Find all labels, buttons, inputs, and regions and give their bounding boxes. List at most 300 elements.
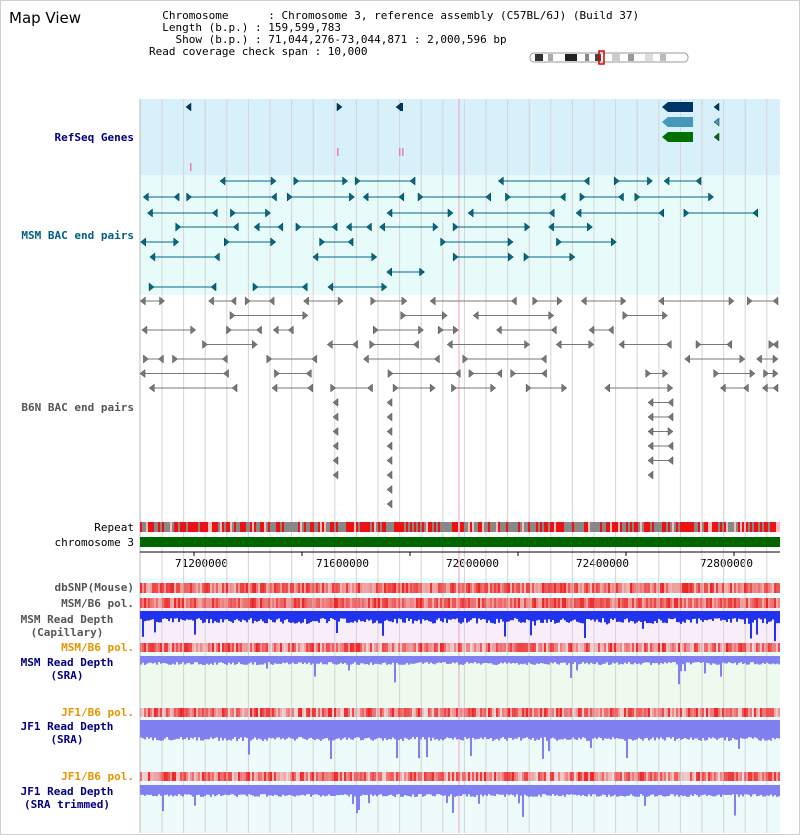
jf1-trimmed-depth-bar [348, 785, 350, 797]
msm-b6-pol-heat-cell [616, 598, 618, 608]
jf1-trimmed-depth-bar [248, 785, 250, 794]
msm-b6-pol-sra-heat-cell [210, 643, 212, 652]
msm-sra-depth-bar [224, 656, 226, 664]
msm-sra-depth-bar [638, 656, 640, 664]
dbsnp-heat-cell [308, 583, 310, 593]
msm-sra-depth-bar [242, 656, 244, 664]
msm-b6-pol-heat-cell [248, 598, 250, 608]
jf1-b6-pol-trimmed-heat-cell [420, 772, 422, 781]
msm-sra-depth-bar [226, 656, 228, 665]
jf1-b6-pol-heat-cell [530, 708, 532, 717]
jf1-b6-pol-trimmed-heat-cell [158, 772, 160, 781]
jf1-b6-pol-heat-cell [340, 708, 342, 717]
jf1-b6-pol-heat-cell [624, 708, 626, 717]
msm-b6-pol-heat-cell [538, 598, 540, 608]
repeat-segment [144, 522, 146, 532]
jf1-trimmed-depth-bar [252, 785, 254, 796]
b6n-bac-pair-end [230, 312, 235, 320]
jf1-sra-depth-bar [526, 720, 528, 737]
jf1-b6-pol-heat-cell [710, 708, 712, 717]
msm-bac-pair-end [696, 177, 701, 185]
msm-b6-pol-heat-cell [404, 598, 406, 608]
jf1-trimmed-depth-bar [488, 785, 490, 794]
dbsnp-heat-cell [396, 583, 398, 593]
jf1-b6-pol-trimmed-heat-cell [370, 772, 372, 781]
dbsnp-heat-cell [340, 583, 342, 593]
msm-sra-depth-bar [574, 656, 576, 662]
jf1-b6-pol-heat-cell [696, 708, 698, 717]
msm-b6-pol-sra-heat-cell [636, 643, 638, 652]
msm-capillary-depth-bar [762, 611, 764, 623]
msm-capillary-depth-bar [420, 611, 422, 624]
repeat-segment [694, 522, 696, 532]
jf1-b6-pol-trimmed-heat-cell [228, 772, 230, 781]
jf1-sra-depth-bar [358, 720, 360, 738]
dbsnp-heat-cell [434, 583, 436, 593]
msm-sra-depth-bar [386, 656, 388, 665]
dbsnp-heat-cell [654, 583, 656, 593]
msm-b6-pol-sra-heat-cell [552, 643, 554, 652]
msm-sra-depth-bar [218, 656, 220, 663]
msm-b6-pol-sra-heat-cell [144, 643, 146, 652]
msm-capillary-depth-bar [486, 611, 488, 623]
jf1-sra-depth-bar [430, 720, 432, 741]
dbsnp-heat-cell [264, 583, 266, 593]
msm-b6-pol-heat-cell [702, 598, 704, 608]
repeat-segment [360, 522, 362, 532]
b6n-bac-end [387, 471, 392, 479]
repeat-segment [518, 522, 520, 532]
msm-sra-depth-bar [314, 656, 316, 677]
msm-sra-depth-bar [270, 656, 272, 664]
msm-b6-pol-sra-heat-cell [670, 643, 672, 652]
jf1-b6-pol-heat-cell [252, 708, 254, 717]
jf1-sra-depth-bar [490, 720, 492, 738]
dbsnp-heat-cell [608, 583, 610, 593]
jf1-sra-depth-bar [694, 720, 696, 738]
jf1-b6-pol-heat-cell [664, 708, 666, 717]
jf1-b6-pol-trimmed-heat-cell [730, 772, 732, 781]
msm-b6-pol-sra-heat-cell [336, 643, 338, 652]
jf1-sra-depth-bar [300, 720, 302, 737]
label-repeat[interactable]: Repeat [94, 521, 134, 534]
msm-b6-pol-sra-heat-cell [370, 643, 372, 652]
msm-b6-pol-sra-heat-cell [608, 643, 610, 652]
jf1-b6-pol-trimmed-heat-cell [704, 772, 706, 781]
jf1-trimmed-depth-bar [706, 785, 708, 796]
jf1-sra-depth-bar [734, 720, 736, 739]
b6n-bac-pair-end [623, 312, 628, 320]
msm-sra-depth-bar [330, 656, 332, 662]
repeat-segment [334, 522, 336, 532]
jf1-trimmed-depth-bar [314, 785, 316, 794]
msm-sra-depth-bar [758, 656, 760, 665]
msm-capillary-depth-bar [476, 611, 478, 623]
jf1-trimmed-depth-bar [702, 785, 704, 795]
msm-capillary-depth-bar [322, 611, 324, 618]
jf1-b6-pol-heat-cell [412, 708, 414, 717]
jf1-b6-pol-heat-cell [626, 708, 628, 717]
msm-b6-pol-sra-heat-cell [596, 643, 598, 652]
msm-b6-pol-sra-heat-cell [306, 643, 308, 652]
jf1-sra-depth-bar [498, 720, 500, 740]
jf1-trimmed-depth-bar [390, 785, 392, 795]
jf1-b6-pol-trimmed-heat-cell [200, 772, 202, 781]
jf1-trimmed-depth-bar [664, 785, 666, 797]
msm-sra-depth-bar [666, 656, 668, 663]
jf1-trimmed-depth-bar [410, 785, 412, 797]
msm-b6-pol-heat-cell [208, 598, 210, 608]
refseq-gene-transcript [662, 102, 693, 112]
jf1-trimmed-depth-bar [432, 785, 434, 796]
refseq-gene-block [400, 103, 403, 111]
msm-sra-depth-bar [610, 656, 612, 665]
msm-b6-pol-heat-cell [274, 598, 276, 608]
msm-b6-pol-sra-heat-cell [740, 643, 742, 652]
msm-b6-pol-sra-heat-cell [376, 643, 378, 652]
repeat-segment [280, 522, 282, 532]
repeat-segment [382, 522, 384, 532]
jf1-sra-depth-bar [558, 720, 560, 740]
repeat-segment [232, 522, 234, 532]
msm-capillary-depth-bar [200, 611, 202, 620]
jf1-sra-depth-bar [370, 720, 372, 740]
jf1-b6-pol-trimmed-heat-cell [256, 772, 258, 781]
msm-b6-pol-sra-heat-cell [584, 643, 586, 652]
msm-b6-pol-sra-heat-cell [186, 643, 188, 652]
msm-sra-depth-bar [778, 656, 780, 664]
msm-sra-depth-bar [504, 656, 506, 662]
repeat-segment [434, 522, 436, 532]
dbsnp-heat-cell [578, 583, 580, 593]
repeat-segment [306, 522, 308, 532]
msm-capillary-depth-bar [576, 611, 578, 622]
msm-sra-depth-bar [194, 656, 196, 662]
msm-b6-pol-sra-heat-cell [284, 643, 286, 652]
msm-capillary-depth-bar [350, 611, 352, 622]
msm-bac-pair-end [684, 209, 689, 217]
msm-bac-pair-end [220, 177, 225, 185]
dbsnp-heat-cell [176, 583, 178, 593]
jf1-trimmed-depth-bar [494, 785, 496, 796]
msm-b6-pol-heat-cell [614, 598, 616, 608]
msm-sra-depth-bar [702, 656, 704, 662]
jf1-b6-pol-trimmed-heat-cell [508, 772, 510, 781]
msm-capillary-depth-bar [342, 611, 344, 619]
msm-sra-depth-bar [240, 656, 242, 664]
repeat-segment [230, 522, 232, 532]
msm-b6-pol-heat-cell [228, 598, 230, 608]
jf1-trimmed-depth-bar [466, 785, 468, 797]
jf1-trimmed-depth-bar [180, 785, 182, 796]
msm-bac-pair-end [187, 193, 192, 201]
msm-bac-pair-end [410, 177, 415, 185]
msm-sra-depth-bar [380, 656, 382, 664]
msm-capillary-depth-bar [406, 611, 408, 618]
msm-bac-pair-end [508, 253, 513, 261]
msm-sra-depth-bar [176, 656, 178, 662]
jf1-trimmed-depth-bar [612, 785, 614, 796]
repeat-segment [416, 522, 418, 532]
msm-b6-pol-heat-cell [596, 598, 598, 608]
jf1-trimmed-depth-bar [214, 785, 216, 796]
jf1-b6-pol-trimmed-heat-cell [386, 772, 388, 781]
jf1-b6-pol-trimmed-heat-cell [590, 772, 592, 781]
msm-b6-pol-heat-cell [550, 598, 552, 608]
repeat-segment [410, 522, 412, 532]
jf1-trimmed-depth-bar [322, 785, 324, 795]
jf1-trimmed-depth-bar [472, 785, 474, 796]
msm-b6-pol-sra-heat-cell [462, 643, 464, 652]
jf1-sra-depth-bar [532, 720, 534, 738]
msm-capillary-depth-bar [414, 611, 416, 621]
jf1-sra-depth-bar [640, 720, 642, 739]
repeat-segment [708, 522, 710, 532]
dbsnp-heat-cell [582, 583, 584, 593]
jf1-b6-pol-heat-cell [460, 708, 462, 717]
msm-sra-depth-bar [742, 656, 744, 664]
label-chromosome[interactable]: chromosome 3 [54, 536, 134, 549]
msm-b6-pol-sra-heat-cell [668, 643, 670, 652]
dbsnp-heat-cell [212, 583, 214, 593]
msm-bac-pair-end [296, 223, 301, 231]
msm-sra-depth-bar [776, 656, 778, 664]
msm-b6-pol-heat-cell [426, 598, 428, 608]
msm-sra-depth-bar [212, 656, 214, 665]
msm-b6-pol-heat-cell [436, 598, 438, 608]
msm-b6-pol-sra-heat-cell [176, 643, 178, 652]
dbsnp-heat-cell [712, 583, 714, 593]
jf1-trimmed-depth-bar [618, 785, 620, 796]
b6n-bac-pair-end [619, 341, 624, 349]
msm-b6-pol-heat-cell [234, 598, 236, 608]
msm-b6-pol-heat-cell [620, 598, 622, 608]
jf1-b6-pol-trimmed-heat-cell [752, 772, 754, 781]
jf1-b6-pol-trimmed-heat-cell [296, 772, 298, 781]
msm-sra-depth-bar [634, 656, 636, 663]
msm-sra-depth-bar [732, 656, 734, 663]
dbsnp-heat-cell [470, 583, 472, 593]
jf1-b6-pol-heat-cell [168, 708, 170, 717]
msm-b6-pol-heat-cell [294, 598, 296, 608]
msm-sra-depth-bar [524, 656, 526, 664]
msm-b6-pol-sra-heat-cell [762, 643, 764, 652]
msm-b6-pol-heat-cell [742, 598, 744, 608]
msm-capillary-depth-bar [592, 611, 594, 619]
dbsnp-heat-cell [722, 583, 724, 593]
msm-bac-pair-end [271, 177, 276, 185]
jf1-sra-depth-bar [518, 720, 520, 737]
jf1-b6-pol-heat-cell [558, 708, 560, 717]
repeat-segment [404, 522, 406, 532]
jf1-sra-depth-bar [648, 720, 650, 740]
repeat-segment [342, 522, 344, 532]
b6n-bac-pair-end [589, 341, 594, 349]
msm-b6-pol-sra-heat-cell [338, 643, 340, 652]
jf1-trimmed-depth-bar [670, 785, 672, 794]
msm-sra-depth-bar [686, 656, 688, 662]
msm-capillary-depth-bar [258, 611, 260, 621]
msm-b6-pol-heat-cell [676, 598, 678, 608]
dbsnp-heat-cell [370, 583, 372, 593]
repeat-segment [402, 522, 404, 532]
repeat-segment [236, 522, 238, 532]
msm-capillary-depth-bar [370, 611, 372, 620]
jf1-trimmed-depth-bar [598, 785, 600, 796]
msm-sra-depth-bar [530, 656, 532, 664]
dbsnp-heat-cell [278, 583, 280, 593]
msm-capillary-depth-bar [270, 611, 272, 620]
msm-b6-pol-heat-cell [358, 598, 360, 608]
msm-b6-pol-heat-cell [168, 598, 170, 608]
msm-capillary-depth-bar [504, 611, 506, 636]
jf1-trimmed-depth-bar [438, 785, 440, 794]
msm-b6-pol-sra-heat-cell [410, 643, 412, 652]
jf1-sra-depth-bar [424, 720, 426, 739]
msm-b6-pol-sra-heat-cell [374, 643, 376, 652]
jf1-b6-pol-heat-cell [546, 708, 548, 717]
repeat-segment [522, 522, 524, 532]
jf1-trimmed-depth-bar [750, 785, 752, 797]
msm-sra-depth-bar [182, 656, 184, 662]
jf1-sra-depth-bar [252, 720, 254, 739]
msm-bac-pair-end [549, 209, 554, 217]
dbsnp-heat-cell [460, 583, 462, 593]
jf1-b6-pol-heat-cell [540, 708, 542, 717]
jf1-b6-pol-heat-cell [662, 708, 664, 717]
b6n-bac-pair-end [556, 341, 561, 349]
b6n-bac-pair-end [551, 326, 556, 334]
jf1-trimmed-depth-bar [658, 785, 660, 795]
msm-b6-pol-heat-cell [158, 598, 160, 608]
msm-b6-pol-sra-heat-cell [528, 643, 530, 652]
jf1-trimmed-depth-bar [726, 785, 728, 795]
msm-b6-pol-sra-heat-cell [458, 643, 460, 652]
repeat-segment [308, 522, 310, 532]
label-b6n-bac[interactable]: B6N BAC end pairs [21, 401, 134, 414]
jf1-trimmed-depth-bar [498, 785, 500, 795]
jf1-trimmed-depth-bar [588, 785, 590, 794]
dbsnp-heat-cell [720, 583, 722, 593]
msm-capillary-depth-bar [244, 611, 246, 620]
dbsnp-heat-cell [672, 583, 674, 593]
repeat-segment [766, 522, 768, 532]
msm-b6-pol-heat-cell [776, 598, 778, 608]
label-refseq-genes[interactable]: RefSeq Genes [54, 131, 134, 144]
jf1-sra-depth-bar [234, 720, 236, 737]
jf1-trimmed-depth-bar [592, 785, 594, 794]
repeat-segment [228, 522, 230, 532]
msm-capillary-depth-bar [546, 611, 548, 623]
label-jf1-b6-pol[interactable]: JF1/B6 pol. [61, 706, 134, 719]
msm-sra-depth-bar [494, 656, 496, 665]
msm-capillary-depth-bar [710, 611, 712, 619]
jf1-trimmed-depth-bar [490, 785, 492, 795]
dbsnp-heat-cell [504, 583, 506, 593]
jf1-sra-depth-bar [356, 720, 358, 737]
msm-capillary-depth-bar [698, 611, 700, 618]
jf1-b6-pol-trimmed-heat-cell [660, 772, 662, 781]
jf1-b6-pol-trimmed-heat-cell [562, 772, 564, 781]
jf1-trimmed-depth-bar [250, 785, 252, 795]
jf1-b6-pol-trimmed-heat-cell [566, 772, 568, 781]
msm-sra-depth-bar [440, 656, 442, 663]
msm-sra-depth-bar [712, 656, 714, 663]
msm-sra-depth-bar [650, 656, 652, 665]
jf1-b6-pol-heat-cell [494, 708, 496, 717]
label-dbsnp[interactable]: dbSNP(Mouse) [54, 581, 134, 594]
msm-b6-pol-sra-heat-cell [524, 643, 526, 652]
msm-b6-pol-sra-heat-cell [648, 643, 650, 652]
jf1-b6-pol-trimmed-heat-cell [510, 772, 512, 781]
repeat-segment [198, 522, 200, 532]
msm-sra-depth-bar [210, 656, 212, 664]
label-msm-b6-pol[interactable]: MSM/B6 pol. [61, 597, 134, 610]
jf1-sra-depth-bar [512, 720, 514, 740]
msm-capillary-depth-bar [410, 611, 412, 619]
msm-b6-pol-sra-heat-cell [486, 643, 488, 652]
msm-b6-pol-sra-heat-cell [476, 643, 478, 652]
b6n-bac-pair-end [232, 384, 237, 392]
jf1-b6-pol-heat-cell [372, 708, 374, 717]
jf1-b6-pol-heat-cell [266, 708, 268, 717]
jf1-trimmed-depth-bar [216, 785, 218, 795]
msm-b6-pol-heat-cell [388, 598, 390, 608]
label-jf1-b6-pol-trimmed[interactable]: JF1/B6 pol. [61, 770, 134, 783]
jf1-sra-depth-bar [316, 720, 318, 739]
jf1-sra-depth-bar [166, 720, 168, 737]
repeat-segment [246, 522, 248, 532]
repeat-segment [696, 522, 698, 532]
jf1-b6-pol-heat-cell [740, 708, 742, 717]
b6n-bac-pair-end [373, 326, 378, 334]
jf1-trimmed-depth-bar [430, 785, 432, 795]
jf1-b6-pol-trimmed-heat-cell [616, 772, 618, 781]
jf1-b6-pol-trimmed-heat-cell [736, 772, 738, 781]
jf1-trimmed-depth-bar [396, 785, 398, 795]
msm-capillary-depth-bar [238, 611, 240, 621]
jf1-b6-pol-trimmed-heat-cell [332, 772, 334, 781]
jf1-b6-pol-trimmed-heat-cell [656, 772, 658, 781]
jf1-trimmed-depth-bar [354, 785, 356, 796]
repeat-segment [224, 522, 226, 532]
jf1-trimmed-depth-bar [292, 785, 294, 796]
jf1-b6-pol-heat-cell [596, 708, 598, 717]
jf1-b6-pol-heat-cell [616, 708, 618, 717]
jf1-b6-pol-trimmed-heat-cell [280, 772, 282, 781]
repeat-segment [588, 522, 590, 532]
repeat-segment [264, 522, 266, 532]
jf1-b6-pol-heat-cell [514, 708, 516, 717]
jf1-trimmed-depth-bar [372, 785, 374, 796]
msm-sra-depth-bar [548, 656, 550, 665]
repeat-segment [686, 522, 688, 532]
label-msm-b6-pol-sra[interactable]: MSM/B6 pol. [61, 641, 134, 654]
msm-sra-depth-bar [316, 656, 318, 664]
msm-b6-pol-sra-heat-cell [482, 643, 484, 652]
dbsnp-heat-cell [762, 583, 764, 593]
repeat-segment [562, 522, 564, 532]
label-msm-bac[interactable]: MSM BAC end pairs [21, 229, 134, 242]
msm-sra-depth-bar [664, 656, 666, 662]
refseq-tick [399, 148, 401, 156]
jf1-trimmed-depth-bar [720, 785, 722, 797]
repeat-segment [664, 522, 666, 532]
msm-b6-pol-heat-cell [480, 598, 482, 608]
msm-sra-depth-bar [416, 656, 418, 663]
msm-sra-depth-bar [618, 656, 620, 665]
repeat-segment [620, 522, 622, 532]
